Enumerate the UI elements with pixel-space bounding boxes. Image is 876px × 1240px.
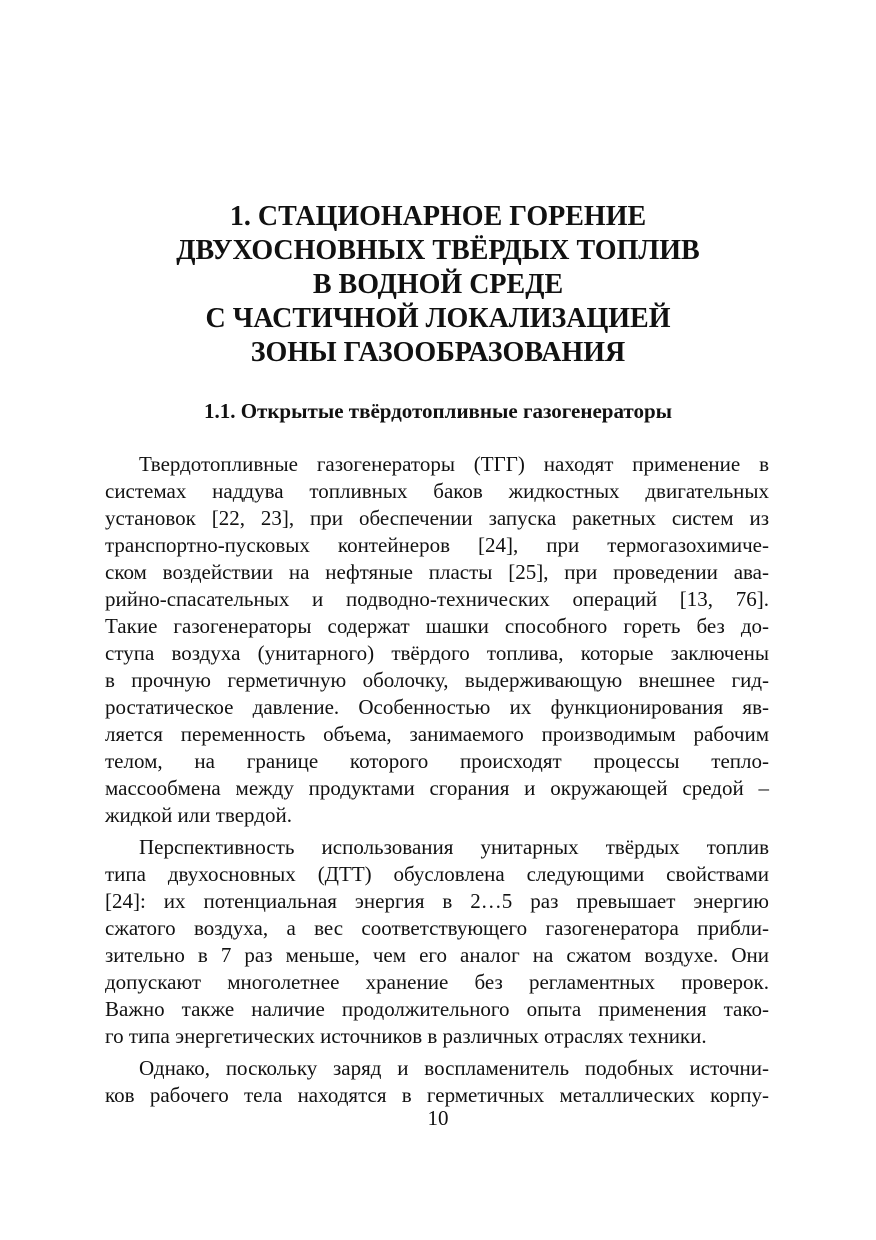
text-line: зительно в 7 раз меньше, чем его аналог на сжатом воздухе. Они (105, 943, 769, 967)
text-line: транспортно-пусковых контейнеров [24], при термогазохимиче- (105, 533, 769, 557)
text-line: ступа воздуха (унитарного) твёрдого топлива, которые заключены (105, 641, 769, 665)
text-line: жидкой или твердой. (105, 803, 292, 827)
chapter-title (0, 200, 876, 370)
paragraph-1 (105, 451, 769, 829)
page-number: 10 (427, 1106, 449, 1130)
text-line: ков рабочего тела находятся в герметичных металлических корпу- (105, 1083, 769, 1107)
text-line: рийно-спасательных и подводно-технических операций [13, 76]. (105, 587, 769, 611)
text-line: установок [22, 23], при обеспечении запуска ракетных систем из (105, 506, 769, 530)
paragraph-3 (105, 1055, 769, 1109)
text-line: телом, на границе которого происходят процессы тепло- (105, 749, 769, 773)
section-title: 1.1. Открытые твёрдотопливные газогенераторы (203, 399, 673, 423)
text-line: типа двухосновных (ДТТ) обусловлена следующими свойствами (105, 862, 769, 886)
chapter-title-line: В ВОДНОЙ СРЕДЕ (312, 269, 564, 300)
text-line: ростатическое давление. Особенностью их функционирования яв- (105, 695, 769, 719)
text-line: системах наддува топливных баков жидкостных двигательных (105, 479, 769, 503)
text-line: ском воздействии на нефтяные пласты [25], при проведении ава- (105, 560, 769, 584)
text-line: массообмена между продуктами сгорания и окружающей средой – (105, 776, 769, 800)
text-line: ляется переменность объема, занимаемого производимым рабочим (105, 722, 769, 746)
chapter-title-line: 1. СТАЦИОНАРНОЕ ГОРЕНИЕ (229, 201, 647, 232)
text-line: сжатого воздуха, а вес соответствующего газогенератора прибли- (105, 916, 769, 940)
chapter-title-line: ДВУХОСНОВНЫХ ТВЁРДЫХ ТОПЛИВ (176, 235, 700, 266)
body-text (105, 451, 769, 1114)
text-line: Твердотопливные газогенераторы (ТГГ) находят применение в (139, 452, 769, 476)
text-line: Важно также наличие продолжительного опыта применения тако- (105, 997, 769, 1021)
text-line: Однако, поскольку заряд и воспламенитель подобных источни- (139, 1056, 769, 1080)
text-line: Такие газогенераторы содержат шашки способного гореть без до- (105, 614, 769, 638)
text-line: Перспективность использования унитарных твёрдых топлив (139, 835, 769, 859)
chapter-title-line: С ЧАСТИЧНОЙ ЛОКАЛИЗАЦИЕЙ (205, 303, 671, 334)
text-line: го типа энергетических источников в различных отраслях техники. (105, 1024, 707, 1048)
text-line: допускают многолетнее хранение без регламентных проверок. (105, 970, 769, 994)
text-line: [24]: их потенциальная энергия в 2…5 раз превышает энергию (105, 889, 769, 913)
paragraph-2 (105, 834, 769, 1050)
chapter-title-line: ЗОНЫ ГАЗООБРАЗОВАНИЯ (250, 337, 626, 368)
text-line: в прочную герметичную оболочку, выдерживающую внешнее гид- (105, 668, 769, 692)
